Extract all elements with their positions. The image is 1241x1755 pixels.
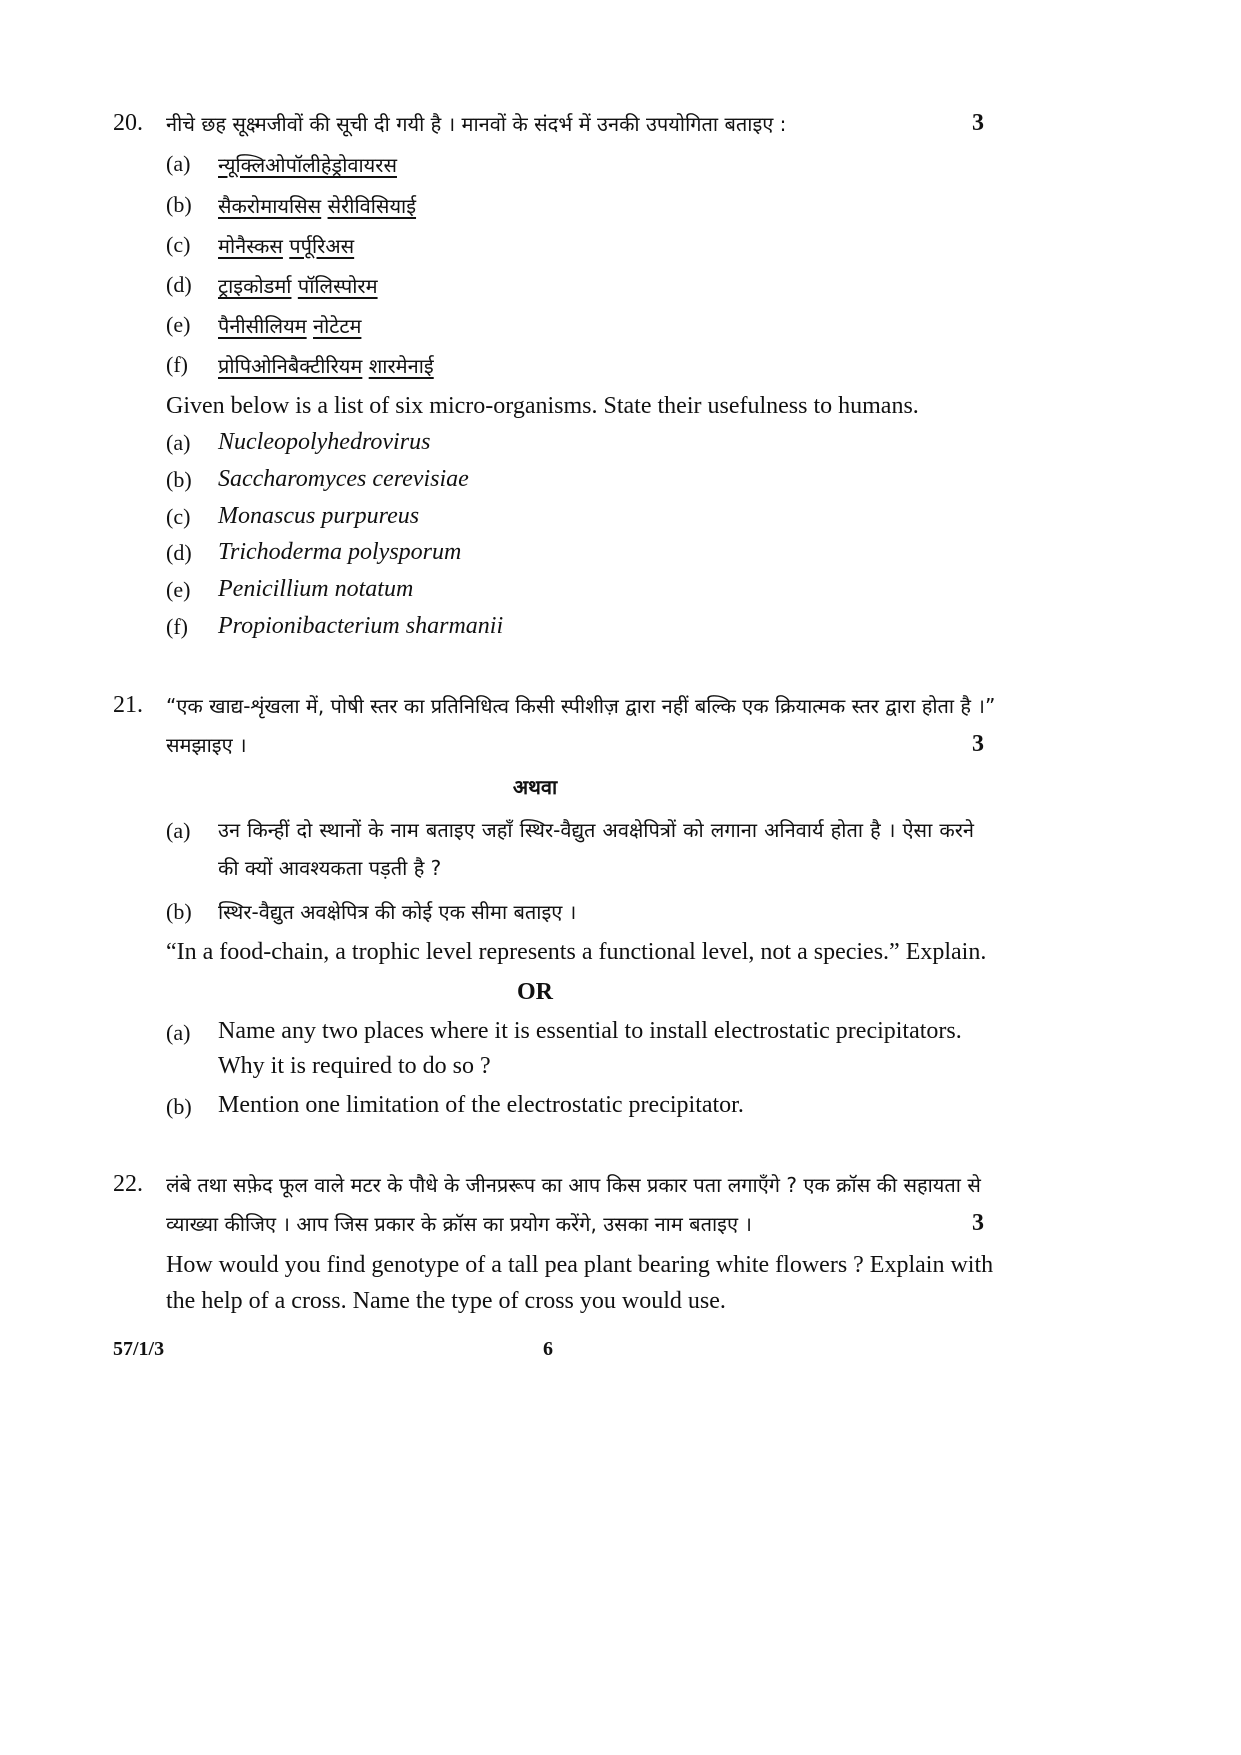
english-option-a-label: (a): [166, 1020, 191, 1045]
organism-word: पैनीसीलियम: [218, 314, 307, 338]
english-option-b-label: (b): [166, 1094, 192, 1119]
question-20-number: 20.: [113, 110, 143, 136]
list-item-text: [218, 232, 354, 259]
organism-name: Nucleopolyhedrovirus: [218, 429, 431, 455]
organism-word: पर्पूरिअस: [289, 234, 355, 258]
hindi-option-a-line1: उन किन्हीं दो स्थानों के नाम बताइए जहाँ स्थिर-वैद्युत अवक्षेपित्रों को लगाना अनिवार्य होता है । ऐसा करने: [218, 818, 974, 842]
question-22-number: 22.: [113, 1171, 143, 1197]
organism-name: Monascus purpureus: [218, 503, 420, 529]
list-item-label: (f): [166, 352, 188, 377]
question-21-number: 21.: [113, 692, 143, 718]
organism-word: प्रोपिओनिबैक्टीरियम: [218, 354, 363, 378]
english-or-divider: OR: [517, 979, 553, 1005]
hindi-or-divider: अथवा: [512, 775, 558, 799]
list-item-text: [218, 192, 416, 219]
organism-word: नोटेटम: [313, 314, 362, 338]
organism-word: पॉलिस्पोरम: [297, 274, 378, 298]
hindi-option-b-label: (b): [166, 899, 192, 924]
list-item-text: [218, 151, 397, 178]
list-item-label: (b): [166, 192, 192, 217]
hindi-option-a-line2: की क्यों आवश्यकता पड़ती है ?: [218, 856, 442, 880]
list-item-label: (a): [166, 151, 191, 176]
question-20-english-intro: Given below is a list of six micro-organisms. State their usefulness to humans.: [166, 393, 919, 419]
list-item-text: [218, 272, 378, 299]
page-number: 6: [543, 1338, 553, 1360]
question-22-english-line1: How would you find genotype of a tall pea plant bearing white flowers ? Explain with: [166, 1252, 994, 1278]
english-option-a-line1: Name any two places where it is essential to install electrostatic precipitators.: [218, 1018, 962, 1044]
question-22-hindi-line2: व्याख्या कीजिए । आप जिस प्रकार के क्रॉस का प्रयोग करेंगे, उसका नाम बताइए ।: [166, 1212, 753, 1236]
question-20-marks: 3: [972, 110, 984, 136]
organism-word: सेरीविसियाई: [327, 194, 417, 218]
organism-name: Saccharomyces cerevisiae: [218, 466, 469, 492]
list-item-label: (d): [166, 272, 192, 297]
question-20-hindi-intro: नीचे छह सूक्ष्मजीवों की सूची दी गयी है । मानवों के संदर्भ में उनकी उपयोगिता बताइए :: [166, 112, 787, 136]
organism-word: ट्राइकोडर्मा: [218, 274, 292, 298]
question-22-english-line2: the help of a cross. Name the type of cross you would use.: [166, 1288, 726, 1314]
list-item-label: (c): [166, 232, 191, 257]
organism-name: Propionibacterium sharmanii: [218, 613, 504, 639]
list-item-label: (e): [166, 312, 191, 337]
list-item-label: (e): [166, 577, 191, 602]
list-item-text: [218, 312, 361, 339]
english-option-a-line2: Why it is required to do so ?: [218, 1053, 491, 1079]
question-22-marks: 3: [972, 1210, 984, 1236]
list-item-label: (f): [166, 614, 188, 639]
list-item-text: [218, 352, 434, 379]
list-item-label: (a): [166, 430, 191, 455]
list-item-label: (b): [166, 467, 192, 492]
question-21-marks: 3: [972, 731, 984, 757]
question-21-english-statement: “In a food-chain, a trophic level represents a functional level, not a species.” Explain.: [166, 939, 987, 965]
paper-code: 57/1/3: [113, 1338, 165, 1360]
hindi-option-a-label: (a): [166, 818, 191, 843]
hindi-option-b-text: स्थिर-वैद्युत अवक्षेपित्र की कोई एक सीमा बताइए ।: [218, 900, 577, 924]
question-21-hindi-explain: समझाइए ।: [166, 733, 247, 757]
organism-word: शारमेनाई: [368, 354, 434, 378]
organism-word: सैकरोमायसिस: [218, 194, 322, 218]
organism-word: मोनैस्कस: [218, 234, 283, 258]
organism-name: Penicillium notatum: [218, 576, 414, 602]
list-item-label: (d): [166, 540, 192, 565]
organism-word: न्यूक्लिओपॉलीहेड्रोवायरस: [218, 153, 397, 177]
list-item-label: (c): [166, 504, 191, 529]
organism-name: Trichoderma polysporum: [218, 539, 462, 565]
question-21-hindi-statement: “एक खाद्य-शृंखला में, पोषी स्तर का प्रतिनिधित्व किसी स्पीशीज़ द्वारा नहीं बल्कि एक क्रियात्मक स्तर द्वारा होता है ।”: [166, 694, 996, 718]
english-option-b-text: Mention one limitation of the electrostatic precipitator.: [218, 1092, 744, 1118]
question-22-hindi-line1: लंबे तथा सफ़ेद फूल वाले मटर के पौधे के जीनप्ररूप का आप किस प्रकार पता लगाएँगे ? एक क्रॉस की सहायता से: [166, 1173, 981, 1197]
